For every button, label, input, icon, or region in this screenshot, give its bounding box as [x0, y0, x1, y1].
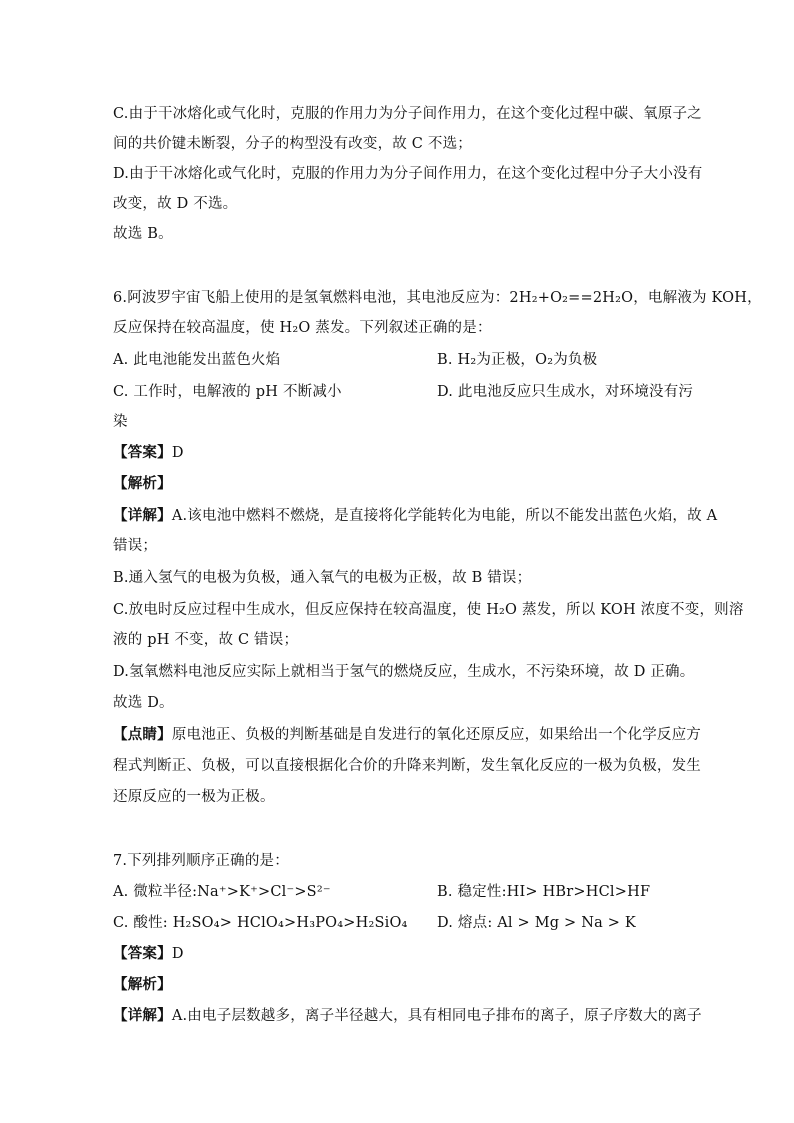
q6-detail-a-line-1	[113, 506, 718, 526]
q6-analysis-tag: 【解析】	[113, 475, 172, 492]
note-text: 原电池正、负极的判断基础是自发进行的氧化还原反应，如果给出一个化学反应方	[171, 727, 702, 743]
detail-text: A.由电子层数越多，离子半径越大，具有相同电子排布的离子，原子序数大的离子	[171, 1008, 702, 1024]
prev-conclusion: 故选 B。	[113, 226, 173, 242]
q6-option-a: A. 此电池能发出蓝色火焰	[113, 352, 281, 368]
detail-text: A.该电池中燃料不燃烧，是直接将化学能转化为电能，所以不能发出蓝色火焰，故 A	[171, 508, 718, 524]
q7-option-a: A. 微粒半径:Na⁺>K⁺>Cl⁻>S²⁻	[113, 884, 331, 900]
q6-option-b: B. H₂为正极，O₂为负极	[437, 352, 598, 368]
q7-option-c: C. 酸性: H₂SO₄> HClO₄>H₃PO₄>H₂SiO₄	[113, 915, 408, 931]
q6-option-d-line-1: D. 此电池反应只生成水，对环境没有污	[437, 384, 694, 400]
prev-option-d-line-1: D.由于干冰熔化或气化时，克服的作用力为分子间作用力，在这个变化过程中分子大小没有	[113, 166, 703, 182]
q6-option-d-line-2: 染	[113, 414, 128, 430]
q7-answer-line	[113, 944, 688, 964]
note-tag: 【点睛】	[113, 726, 172, 743]
q6-stem-line-2: 反应保持在较高温度，使 H₂O 蒸发。下列叙述正确的是：	[113, 320, 492, 336]
q7-stem: 7.下列排列顺序正确的是：	[113, 853, 289, 869]
q7-option-d: D. 熔点: Al > Mg > Na > K	[437, 915, 636, 931]
answer-tag: 【答案】	[113, 444, 172, 461]
q6-detail-c-line-2: 液的 pH 不变，故 C 错误；	[113, 632, 299, 648]
q7-detail-a-line-1	[113, 1006, 702, 1026]
q6-answer-line	[113, 443, 688, 463]
q6-stem-line-1: 6.阿波罗宇宙飞船上使用的是氢氧燃料电池，其电池反应为：2H₂+O₂==2H₂O，电解液为 KOH，	[113, 290, 762, 306]
prev-option-c-line-1: C.由于干冰熔化或气化时，克服的作用力为分子间作用力，在这个变化过程中碳、氧原子之	[113, 106, 702, 122]
answer-value: D	[171, 946, 184, 962]
q6-detail-b: B.通入氢气的电极为负极，通入氧气的电极为正极，故 B 错误；	[113, 570, 532, 586]
q6-detail-c-line-1: C.放电时反应过程中生成水，但反应保持在较高温度，使 H₂O 蒸发，所以 KOH 浓度不变，则溶	[113, 602, 744, 618]
q7-option-b: B. 稳定性:HI> HBr>HCl>HF	[437, 884, 651, 900]
prev-option-c-line-2: 间的共价键未断裂，分子的构型没有改变，故 C 不选；	[113, 136, 473, 152]
q6-conclusion: 故选 D。	[113, 695, 174, 711]
q6-detail-a-line-2: 错误；	[113, 538, 158, 554]
q6-note-line-1	[113, 725, 702, 745]
detail-tag: 【详解】	[113, 507, 172, 524]
answer-tag: 【答案】	[113, 945, 172, 962]
q7-analysis-tag: 【解析】	[113, 976, 172, 993]
detail-tag: 【详解】	[113, 1007, 172, 1024]
q6-detail-d: D.氢氧燃料电池反应实际上就相当于氢气的燃烧反应，生成水，不污染环境，故 D 正确。	[113, 664, 695, 680]
q6-option-c: C. 工作时，电解液的 pH 不断减小	[113, 384, 342, 400]
prev-option-d-line-2: 改变，故 D 不选。	[113, 196, 238, 212]
answer-value: D	[171, 445, 184, 461]
q6-note-line-2: 程式判断正、负极，可以直接根据化合价的升降来判断，发生氧化反应的一极为负极，发生	[113, 758, 701, 774]
q6-note-line-3: 还原反应的一极为正极。	[113, 789, 275, 805]
